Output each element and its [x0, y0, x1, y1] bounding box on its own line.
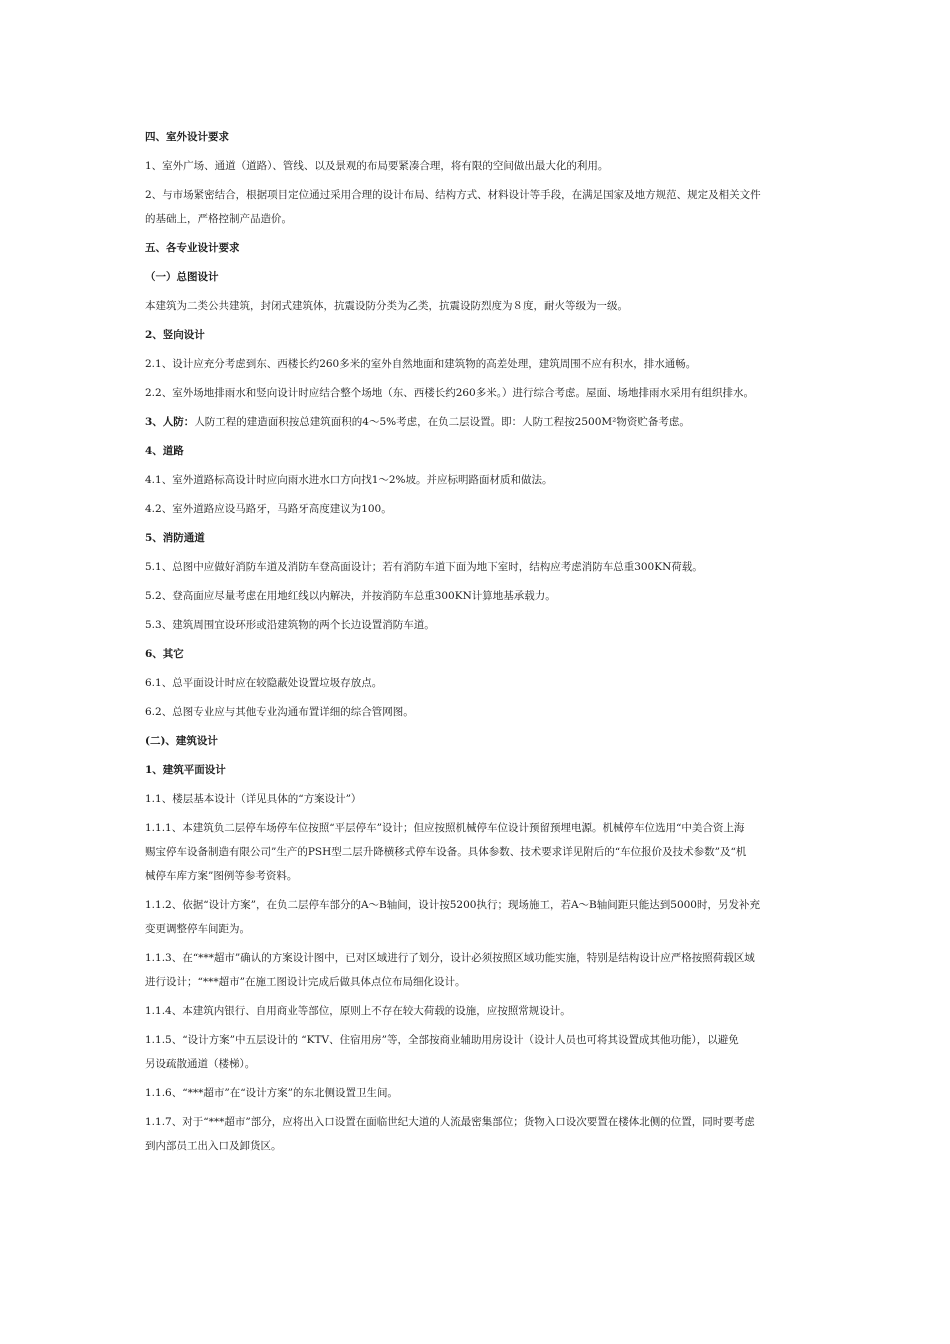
section-heading: 五、各专业设计要求 [145, 242, 240, 254]
paragraph-line: 1.1.2、依据“设计方案”，在负二层停车部分的A～B轴间，设计按5200执行；现场施工，若A～B轴间距只能达到5000时，另发补充 [145, 899, 760, 911]
paragraph-line: 2、与市场紧密结合，根据项目定位通过采用合理的设计布局、结构方式、材料设计等手段，在满足国家及地方规范、规定及相关文件 [145, 189, 761, 201]
paragraph-line: 1.1.5、“设计方案”中五层设计的 “KTV、住宿用房”等，全部按商业辅助用房设计（设计人员也可将其设置成其他功能），以避免 [145, 1034, 739, 1046]
paragraph-line: 4.2、室外道路应设马路牙，马路牙高度建议为100。 [145, 503, 392, 515]
paragraph-line: 1、室外广场、通道（道路）、管线、以及景观的布局要紧凑合理，将有限的空间做出最大化的利用。 [145, 160, 609, 172]
paragraph-line: 1.1、楼层基本设计（详见具体的“方案设计”） [145, 793, 362, 805]
paragraph-line: 1.1.1、本建筑负二层停车场停车位按照“平层停车”设计；但应按照机械停车位设计预留预埋电源。机械停车位选用“中美合资上海 [145, 822, 745, 834]
paragraph-line: 赐宝停车设备制造有限公司”生产的PSH型二层升降横移式停车设备。具体参数、技术要求详见附后的“车位报价及技术参数”及“机 [145, 846, 747, 858]
paragraph-line [145, 415, 810, 429]
section-heading: 5、消防通道 [145, 532, 205, 544]
paragraph-line: 2.2、室外场地排雨水和竖向设计时应结合整个场地（东、西楼长约260多米。）进行综合考虑。屋面、场地排雨水采用有组织排水。 [145, 387, 754, 399]
paragraph-line: 到内部员工出入口及卸货区。 [145, 1140, 282, 1152]
paragraph-line: 5.2、登高面应尽量考虑在用地红线以内解决，并按消防车总重300KN计算地基承载力。 [145, 590, 556, 602]
inline-text: 人防工程的建造面积按总建筑面积的4～5%考虑，在负二层设置。即：人防工程按2500M²物资贮备考虑。 [194, 416, 690, 428]
section-heading: 4、道路 [145, 445, 184, 457]
paragraph-line: 5.1、总图中应做好消防车道及消防车登高面设计；若有消防车道下面为地下室时，结构应考虑消防车总重300KN荷载。 [145, 561, 703, 573]
paragraph-line: 本建筑为二类公共建筑，封闭式建筑体，抗震设防分类为乙类，抗震设防烈度为８度，耐火等级为一级。 [145, 300, 628, 312]
paragraph-line: 变更调整停车间距为。 [145, 923, 250, 935]
paragraph-line: 4.1、室外道路标高设计时应向雨水进水口方向找1～2%坡。并应标明路面材质和做法。 [145, 474, 553, 486]
paragraph-line: 2.1、设计应充分考虑到东、西楼长约260多米的室外自然地面和建筑物的高差处理，建筑周围不应有积水，排水通畅。 [145, 358, 697, 370]
section-heading: (二)、建筑设计 [145, 735, 218, 747]
paragraph-line: 进行设计；“***超市”在施工图设计完成后做具体点位布局细化设计。 [145, 976, 466, 988]
paragraph-line: 6.1、总平面设计时应在较隐蔽处设置垃圾存放点。 [145, 677, 383, 689]
section-heading: 四、室外设计要求 [145, 131, 229, 143]
paragraph-line: 1.1.6、“***超市”在“设计方案”的东北侧设置卫生间。 [145, 1087, 398, 1099]
paragraph-line: 的基础上，严格控制产品造价。 [145, 213, 292, 225]
inline-label: 3、人防： [145, 416, 195, 428]
section-heading: 1、建筑平面设计 [145, 764, 226, 776]
section-heading: 6、其它 [145, 648, 184, 660]
section-heading: （一）总图设计 [145, 271, 219, 283]
paragraph-line: 1.1.7、对于“***超市”部分，应将出入口设置在面临世纪大道的人流最密集部位；货物入口设次要置在楼体北侧的位置，同时要考虑 [145, 1116, 755, 1128]
paragraph-line: 6.2、总图专业应与其他专业沟通布置详细的综合管网图。 [145, 706, 414, 718]
section-heading: 2、竖向设计 [145, 329, 205, 341]
paragraph-line: 械停车库方案”图例等参考资料。 [145, 870, 298, 882]
paragraph-line: 5.3、建筑周围宜设环形或沿建筑物的两个长边设置消防车道。 [145, 619, 435, 631]
paragraph-line: 1.1.3、在“***超市”确认的方案设计图中，已对区域进行了划分，设计必须按照区域功能实施，特别是结构设计应严格按照荷载区域 [145, 952, 755, 964]
paragraph-line: 1.1.4、本建筑内银行、自用商业等部位，原则上不存在较大荷载的设施，应按照常规设计。 [145, 1005, 571, 1017]
paragraph-line: 另设疏散通道（楼梯）。 [145, 1058, 256, 1070]
